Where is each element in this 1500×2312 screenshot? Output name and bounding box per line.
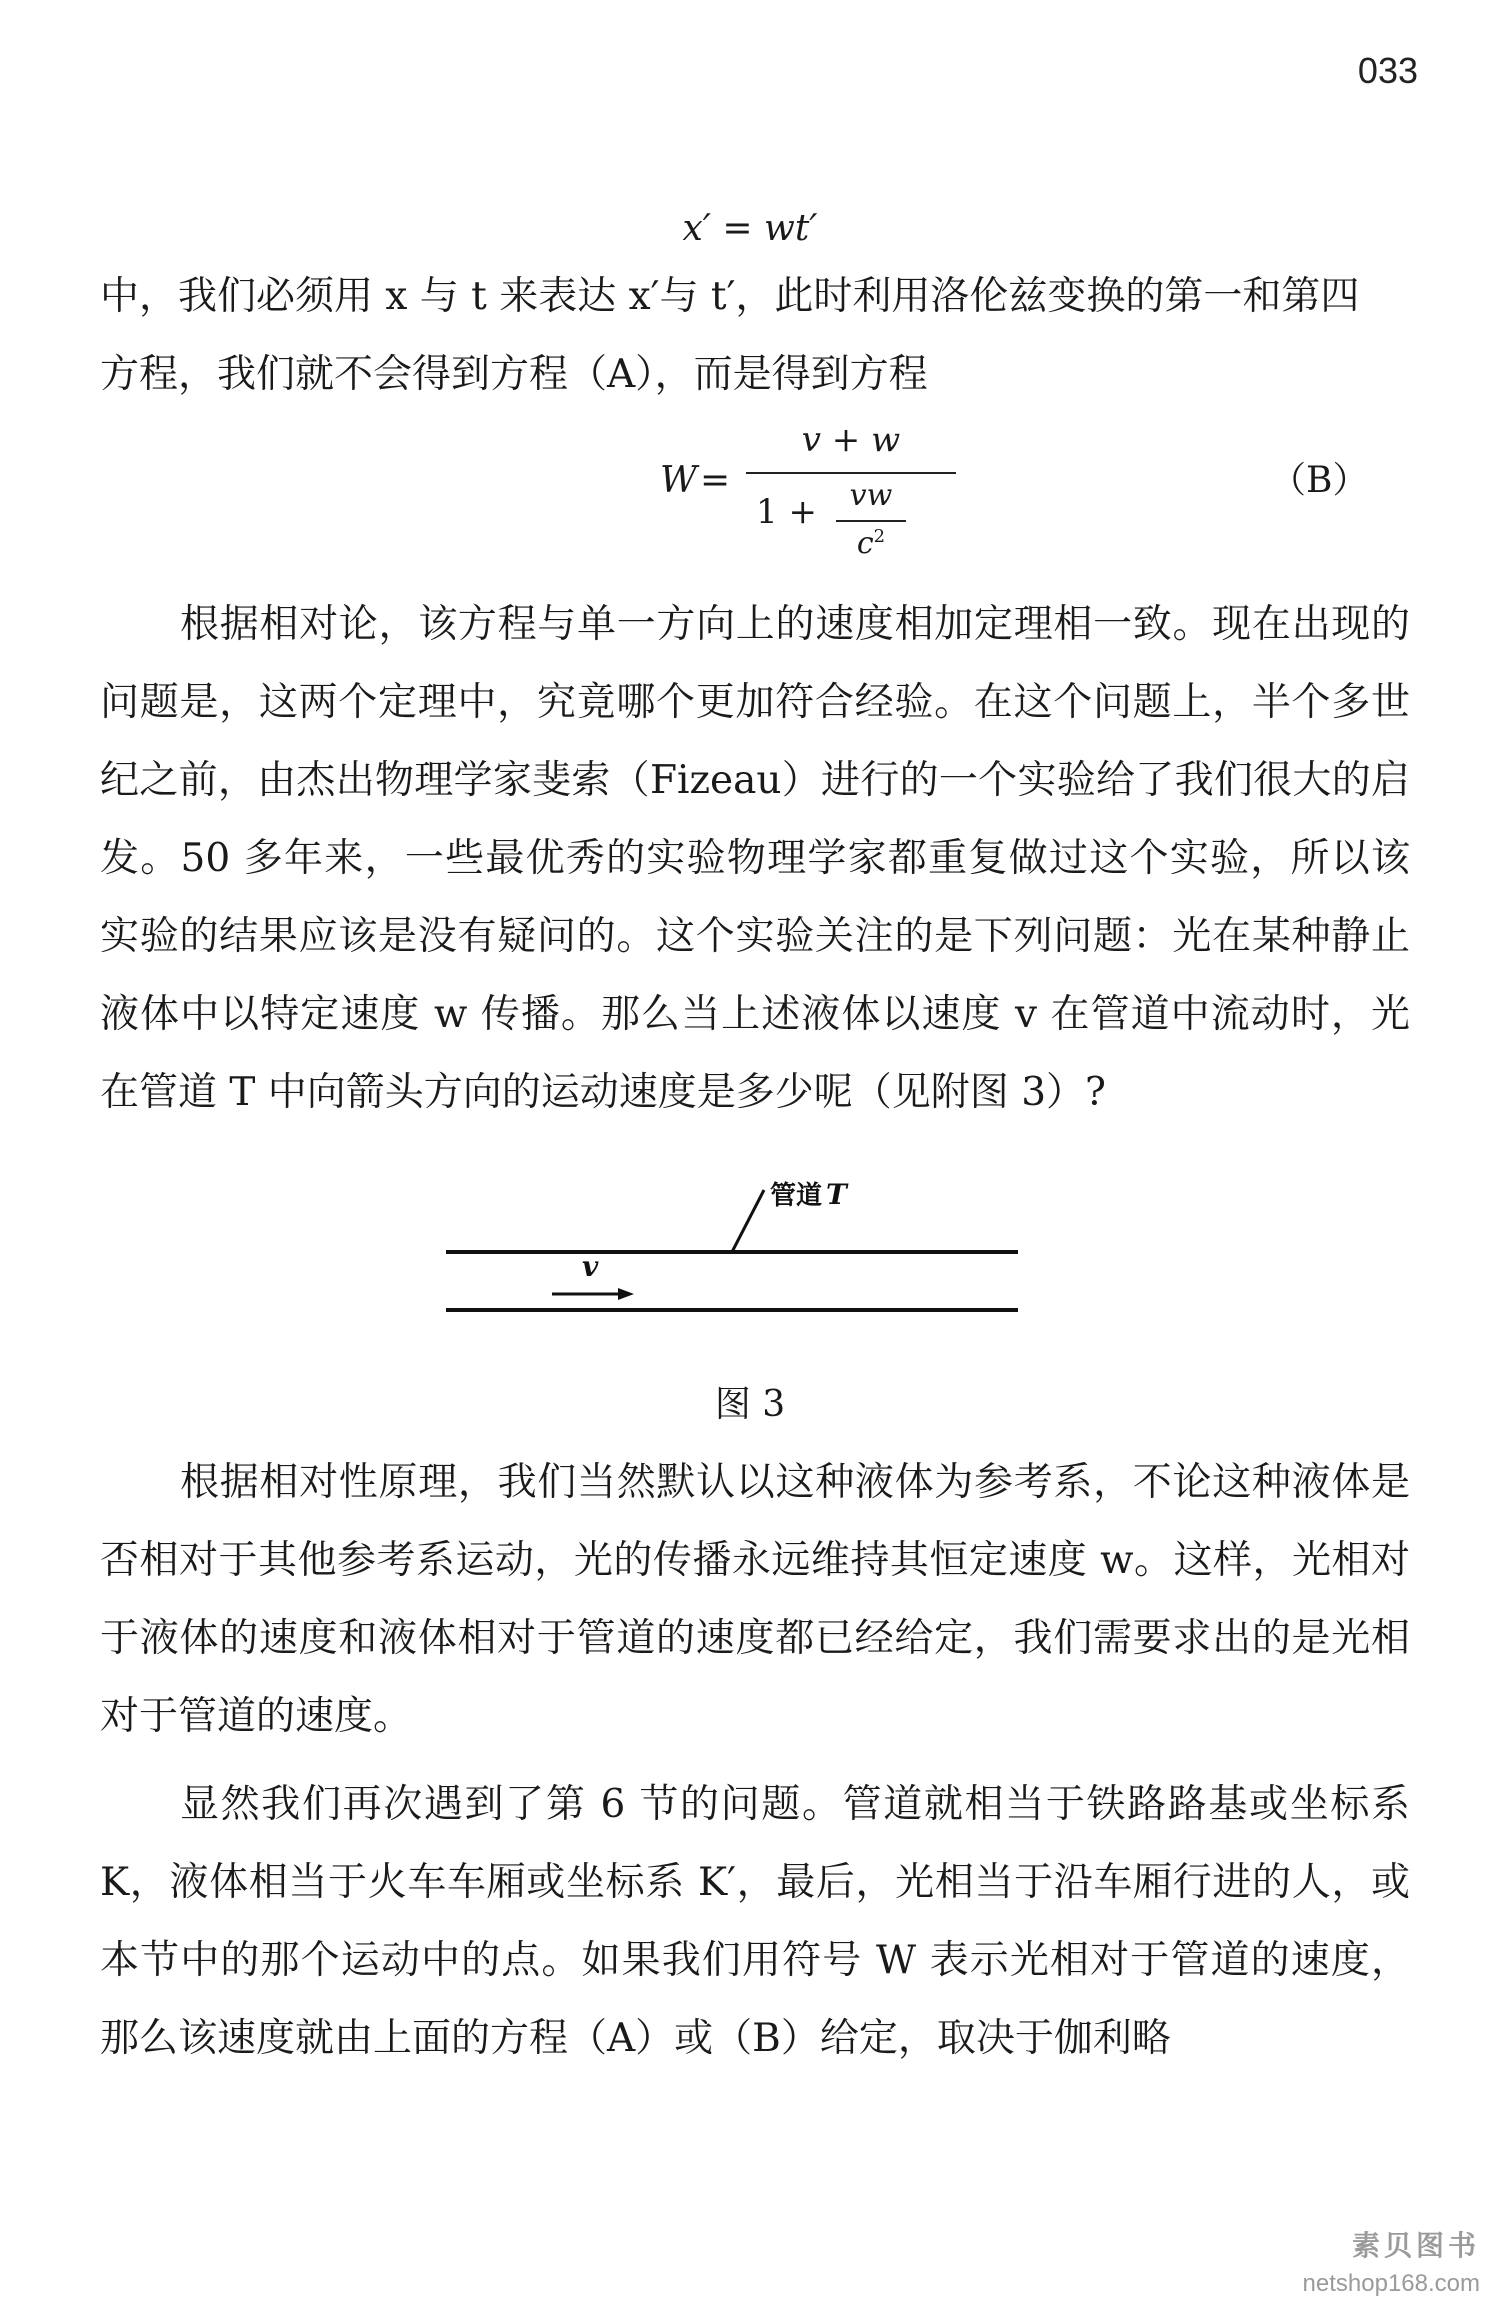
equation-b-small-denominator <box>836 526 906 561</box>
watermark <box>1290 2224 1480 2298</box>
watermark-chinese: 素贝图书 <box>1351 2230 1480 2261</box>
watermark-url: netshop168.com <box>1302 2270 1480 2297</box>
equation-b-denominator-one: 1 + <box>756 492 817 532</box>
flow-arrow-head-icon <box>618 1288 634 1300</box>
equation-b-numerator: v + w <box>801 420 901 460</box>
equation-b-c: c <box>856 526 874 561</box>
velocity-label: v <box>582 1250 599 1283</box>
pipe-label-pointer <box>732 1190 764 1252</box>
paragraph-3: 根据相对性原理，我们当然默认以这种液体为参考系，不论这种液体是否相对于其他参考系运动，光的传播永远维持其恒定速度 w。这样，光相对于液体的速度和液体相对于管道的速度都已经给定，我们需要求出的是光相对于管道的速度。 <box>100 1460 1410 1739</box>
pipe-label-text: 管道 <box>770 1180 823 1210</box>
paragraph-1-line-1: 中，我们必须用 x 与 t 来表达 x′与 t′，此时利用洛伦兹变换的第一和第四 <box>100 274 1360 319</box>
equation-b-lhs: W <box>660 460 698 501</box>
paragraph-2: 根据相对论，该方程与单一方向上的速度相加定理相一致。现在出现的问题是，这两个定理中，究竟哪个更加符合经验。在这个问题上，半个多世纪之前，由杰出物理学家斐索（Fizeau）进行的一个实验给了我们很大的启发。50 多年来，一些最优秀的实验物理学家都重复做过这个实验，所以该实验的结果应该是没有疑问的。这个实验关注的是下列问题：光在某种静止液体中以特定速度 w 传播。那么当上述液体以速度 v 在管道中流动时，光在管道 T 中向箭头方向的运动速度是多少呢（见附图 3）? <box>100 602 1410 1115</box>
paragraph-1-line-2: 方程，我们就不会得到方程（A），而是得到方程 <box>100 352 928 397</box>
paragraph-4: 显然我们再次遇到了第 6 节的问题。管道就相当于铁路路基或坐标系 K，液体相当于火车车厢或坐标系 K′，最后，光相当于沿车厢行进的人，或本节中的那个运动中的点。如果我们用符号 W 表示光相对于管道的速度，那么该速度就由上面的方程（A）或（B）给定，取决于伽利略 <box>100 1782 1410 2061</box>
pipe-diagram <box>440 1170 1040 1340</box>
pipe-label <box>770 1178 849 1211</box>
equation-b-equals: = <box>700 460 731 501</box>
equation-b <box>660 420 1120 580</box>
equation-x-prime: x′ = wt′ <box>682 208 818 249</box>
page-number: 033 <box>1357 50 1418 91</box>
equation-b-fraction-bar <box>746 472 956 474</box>
figure-3 <box>440 1170 1040 1340</box>
figure-caption: 图 3 <box>714 1384 786 1425</box>
equation-b-exponent: 2 <box>873 526 886 547</box>
equation-b-small-numerator: vw <box>849 478 893 513</box>
pipe-label-var: T <box>826 1178 847 1211</box>
equation-b-small-fraction-bar <box>836 520 906 522</box>
equation-b-label: （B） <box>1270 460 1369 501</box>
